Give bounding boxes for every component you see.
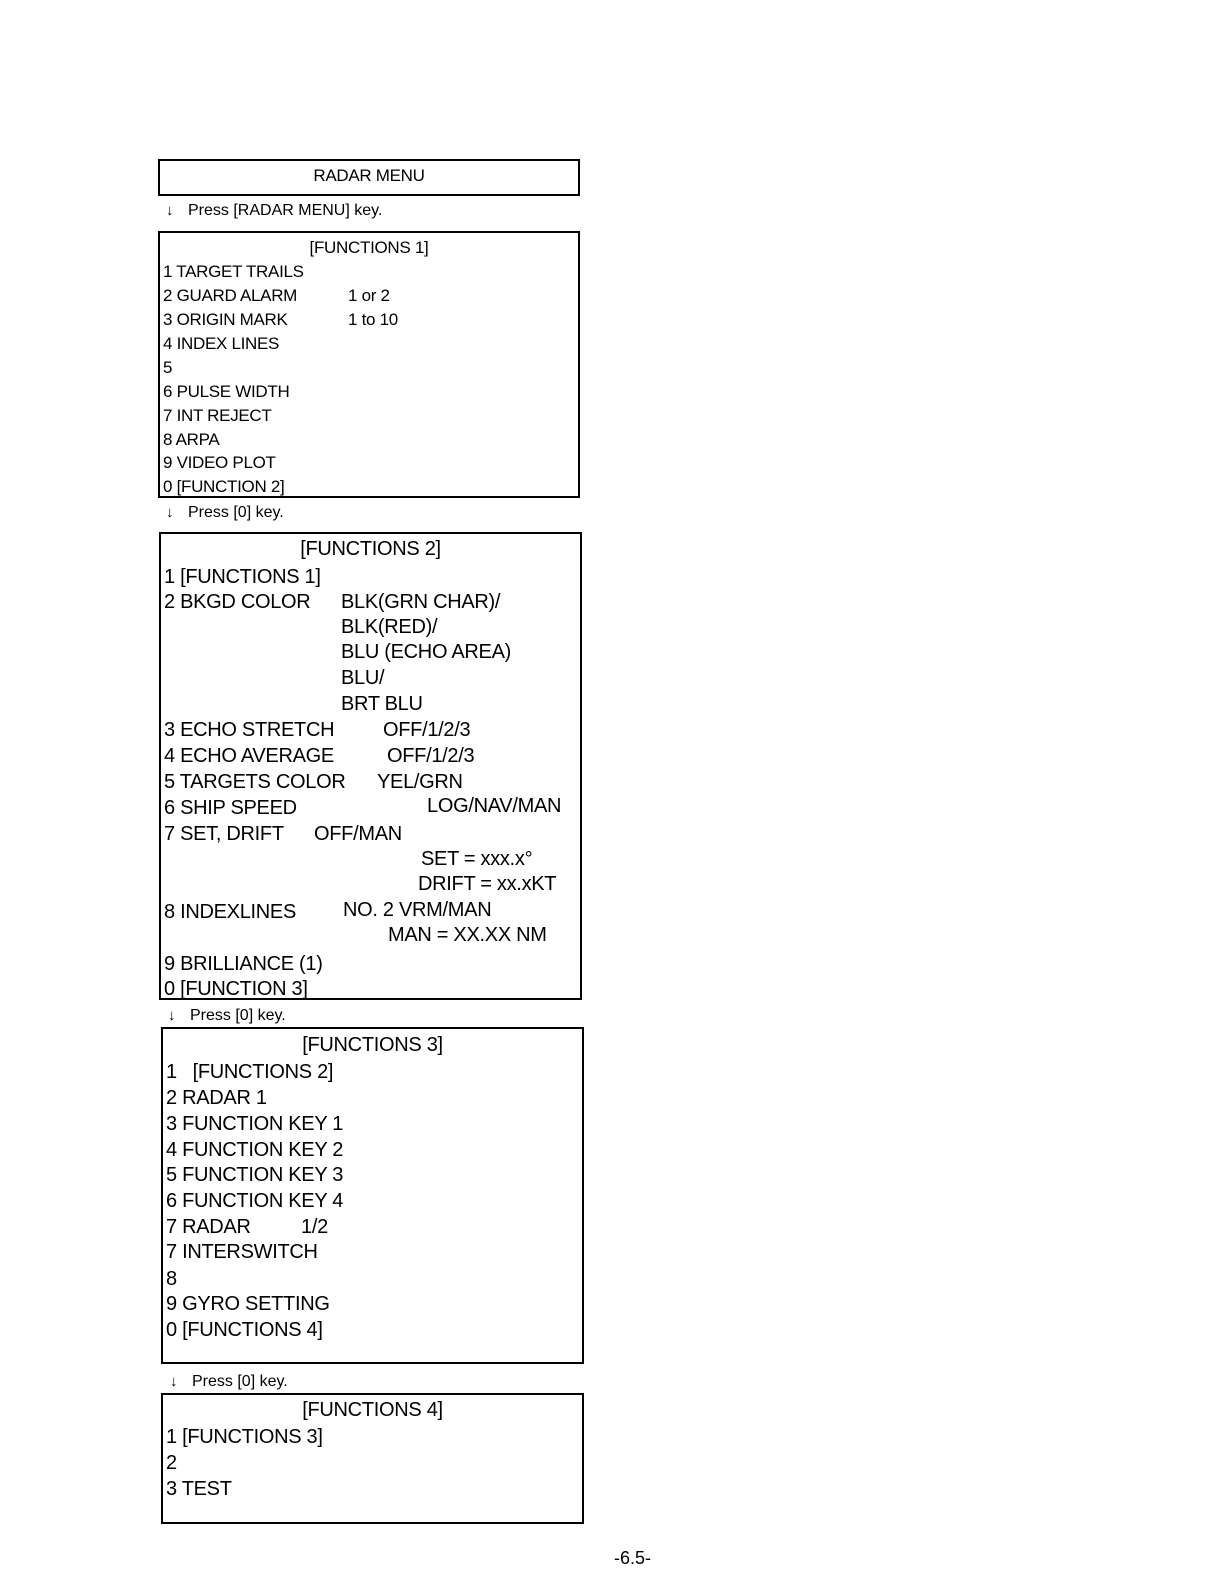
menu-item: 2 RADAR 1 [166, 1087, 267, 1109]
man-value: MAN = XX.XX NM [388, 924, 547, 946]
note-text: Press [0] key. [190, 1007, 286, 1024]
menu-item: 8 INDEXLINES [164, 901, 297, 923]
menu-item: 5 FUNCTION KEY 3 [166, 1164, 344, 1186]
menu-item: 4 FUNCTION KEY 2 [166, 1139, 344, 1161]
down-arrow-icon: ↓ [166, 202, 174, 219]
functions1-title: [FUNCTIONS 1] [309, 238, 429, 257]
drift-value: DRIFT = xx.xKT [418, 873, 557, 895]
menu-item: 9 BRILLIANCE (1) [164, 953, 323, 975]
menu-item-value: YEL/GRN [377, 771, 463, 793]
menu-item: 0 [FUNCTIONS 4] [166, 1319, 323, 1341]
bkgd-option: BLU/ [341, 667, 385, 689]
menu-item: 5 TARGETS COLOR [164, 771, 346, 793]
menu-item: 3 ORIGIN MARK [163, 310, 288, 329]
set-value: SET = xxx.x° [421, 848, 533, 870]
bkgd-option: BLK(RED)/ [341, 616, 438, 638]
menu-item: 1 [FUNCTIONS 1] [164, 566, 321, 588]
radar-menu-box [158, 159, 580, 196]
menu-item: 4 ECHO AVERAGE [164, 745, 334, 767]
menu-item: 0 [FUNCTION 2] [163, 477, 285, 496]
press-radar-menu-note [166, 202, 382, 220]
menu-item-value: 1/2 [301, 1216, 328, 1238]
menu-item: 1 [FUNCTIONS 2] [166, 1061, 334, 1083]
menu-item-value: OFF/MAN [314, 823, 402, 845]
menu-item: 9 VIDEO PLOT [163, 453, 276, 472]
menu-item: 4 INDEX LINES [163, 334, 280, 353]
menu-item: 2 GUARD ALARM [163, 286, 298, 305]
functions1-box [158, 231, 580, 498]
menu-item: 2 BKGD COLOR [164, 591, 311, 613]
bkgd-option: BRT BLU [341, 693, 423, 715]
down-arrow-icon: ↓ [166, 504, 174, 521]
menu-item-value: LOG/NAV/MAN [427, 795, 562, 817]
note-text: Press [0] key. [188, 504, 284, 521]
menu-item: 3 FUNCTION KEY 1 [166, 1113, 344, 1135]
radar-menu-title: RADAR MENU [313, 166, 425, 185]
menu-item: 7 RADAR [166, 1216, 251, 1238]
functions3-box [161, 1027, 584, 1364]
menu-item: 3 ECHO STRETCH [164, 719, 335, 741]
menu-item: 6 PULSE WIDTH [163, 382, 290, 401]
functions2-title: [FUNCTIONS 2] [300, 538, 441, 560]
menu-item: 6 SHIP SPEED [164, 797, 297, 819]
menu-item-value: NO. 2 VRM/MAN [343, 899, 492, 921]
menu-item-value: 1 to 10 [348, 310, 398, 329]
bkgd-option: BLU (ECHO AREA) [341, 641, 511, 663]
press-0-note [170, 1373, 288, 1391]
menu-item: 7 SET, DRIFT [164, 823, 284, 845]
menu-item-value: OFF/1/2/3 [383, 719, 471, 741]
functions3-title: [FUNCTIONS 3] [302, 1034, 443, 1056]
menu-item: 9 GYRO SETTING [166, 1293, 330, 1315]
bkgd-option: BLK(GRN CHAR)/ [341, 591, 501, 613]
press-0-note [166, 504, 284, 522]
note-text: Press [0] key. [192, 1373, 288, 1390]
functions4-box [161, 1393, 584, 1524]
menu-item-value: 1 or 2 [348, 286, 390, 305]
menu-item: 5 [163, 358, 173, 377]
menu-item: 7 INTERSWITCH [166, 1241, 318, 1263]
menu-item: 0 [FUNCTION 3] [164, 978, 308, 1000]
note-text: Press [RADAR MENU] key. [188, 202, 383, 219]
menu-item: 7 INT REJECT [163, 406, 272, 425]
menu-item: 1 TARGET TRAILS [163, 262, 304, 281]
down-arrow-icon: ↓ [168, 1007, 176, 1024]
menu-item: 8 [166, 1268, 177, 1290]
menu-item: 1 [FUNCTIONS 3] [166, 1426, 323, 1448]
press-0-note [168, 1007, 286, 1025]
functions2-box [159, 532, 582, 1000]
menu-item: 3 TEST [166, 1478, 232, 1500]
menu-item-value: OFF/1/2/3 [387, 745, 475, 767]
page-number: -6.5- [614, 1548, 652, 1568]
menu-item: 8 ARPA [163, 430, 220, 449]
down-arrow-icon: ↓ [170, 1373, 178, 1390]
menu-item: 2 [166, 1452, 177, 1474]
functions4-title: [FUNCTIONS 4] [302, 1399, 443, 1421]
menu-item: 6 FUNCTION KEY 4 [166, 1190, 344, 1212]
